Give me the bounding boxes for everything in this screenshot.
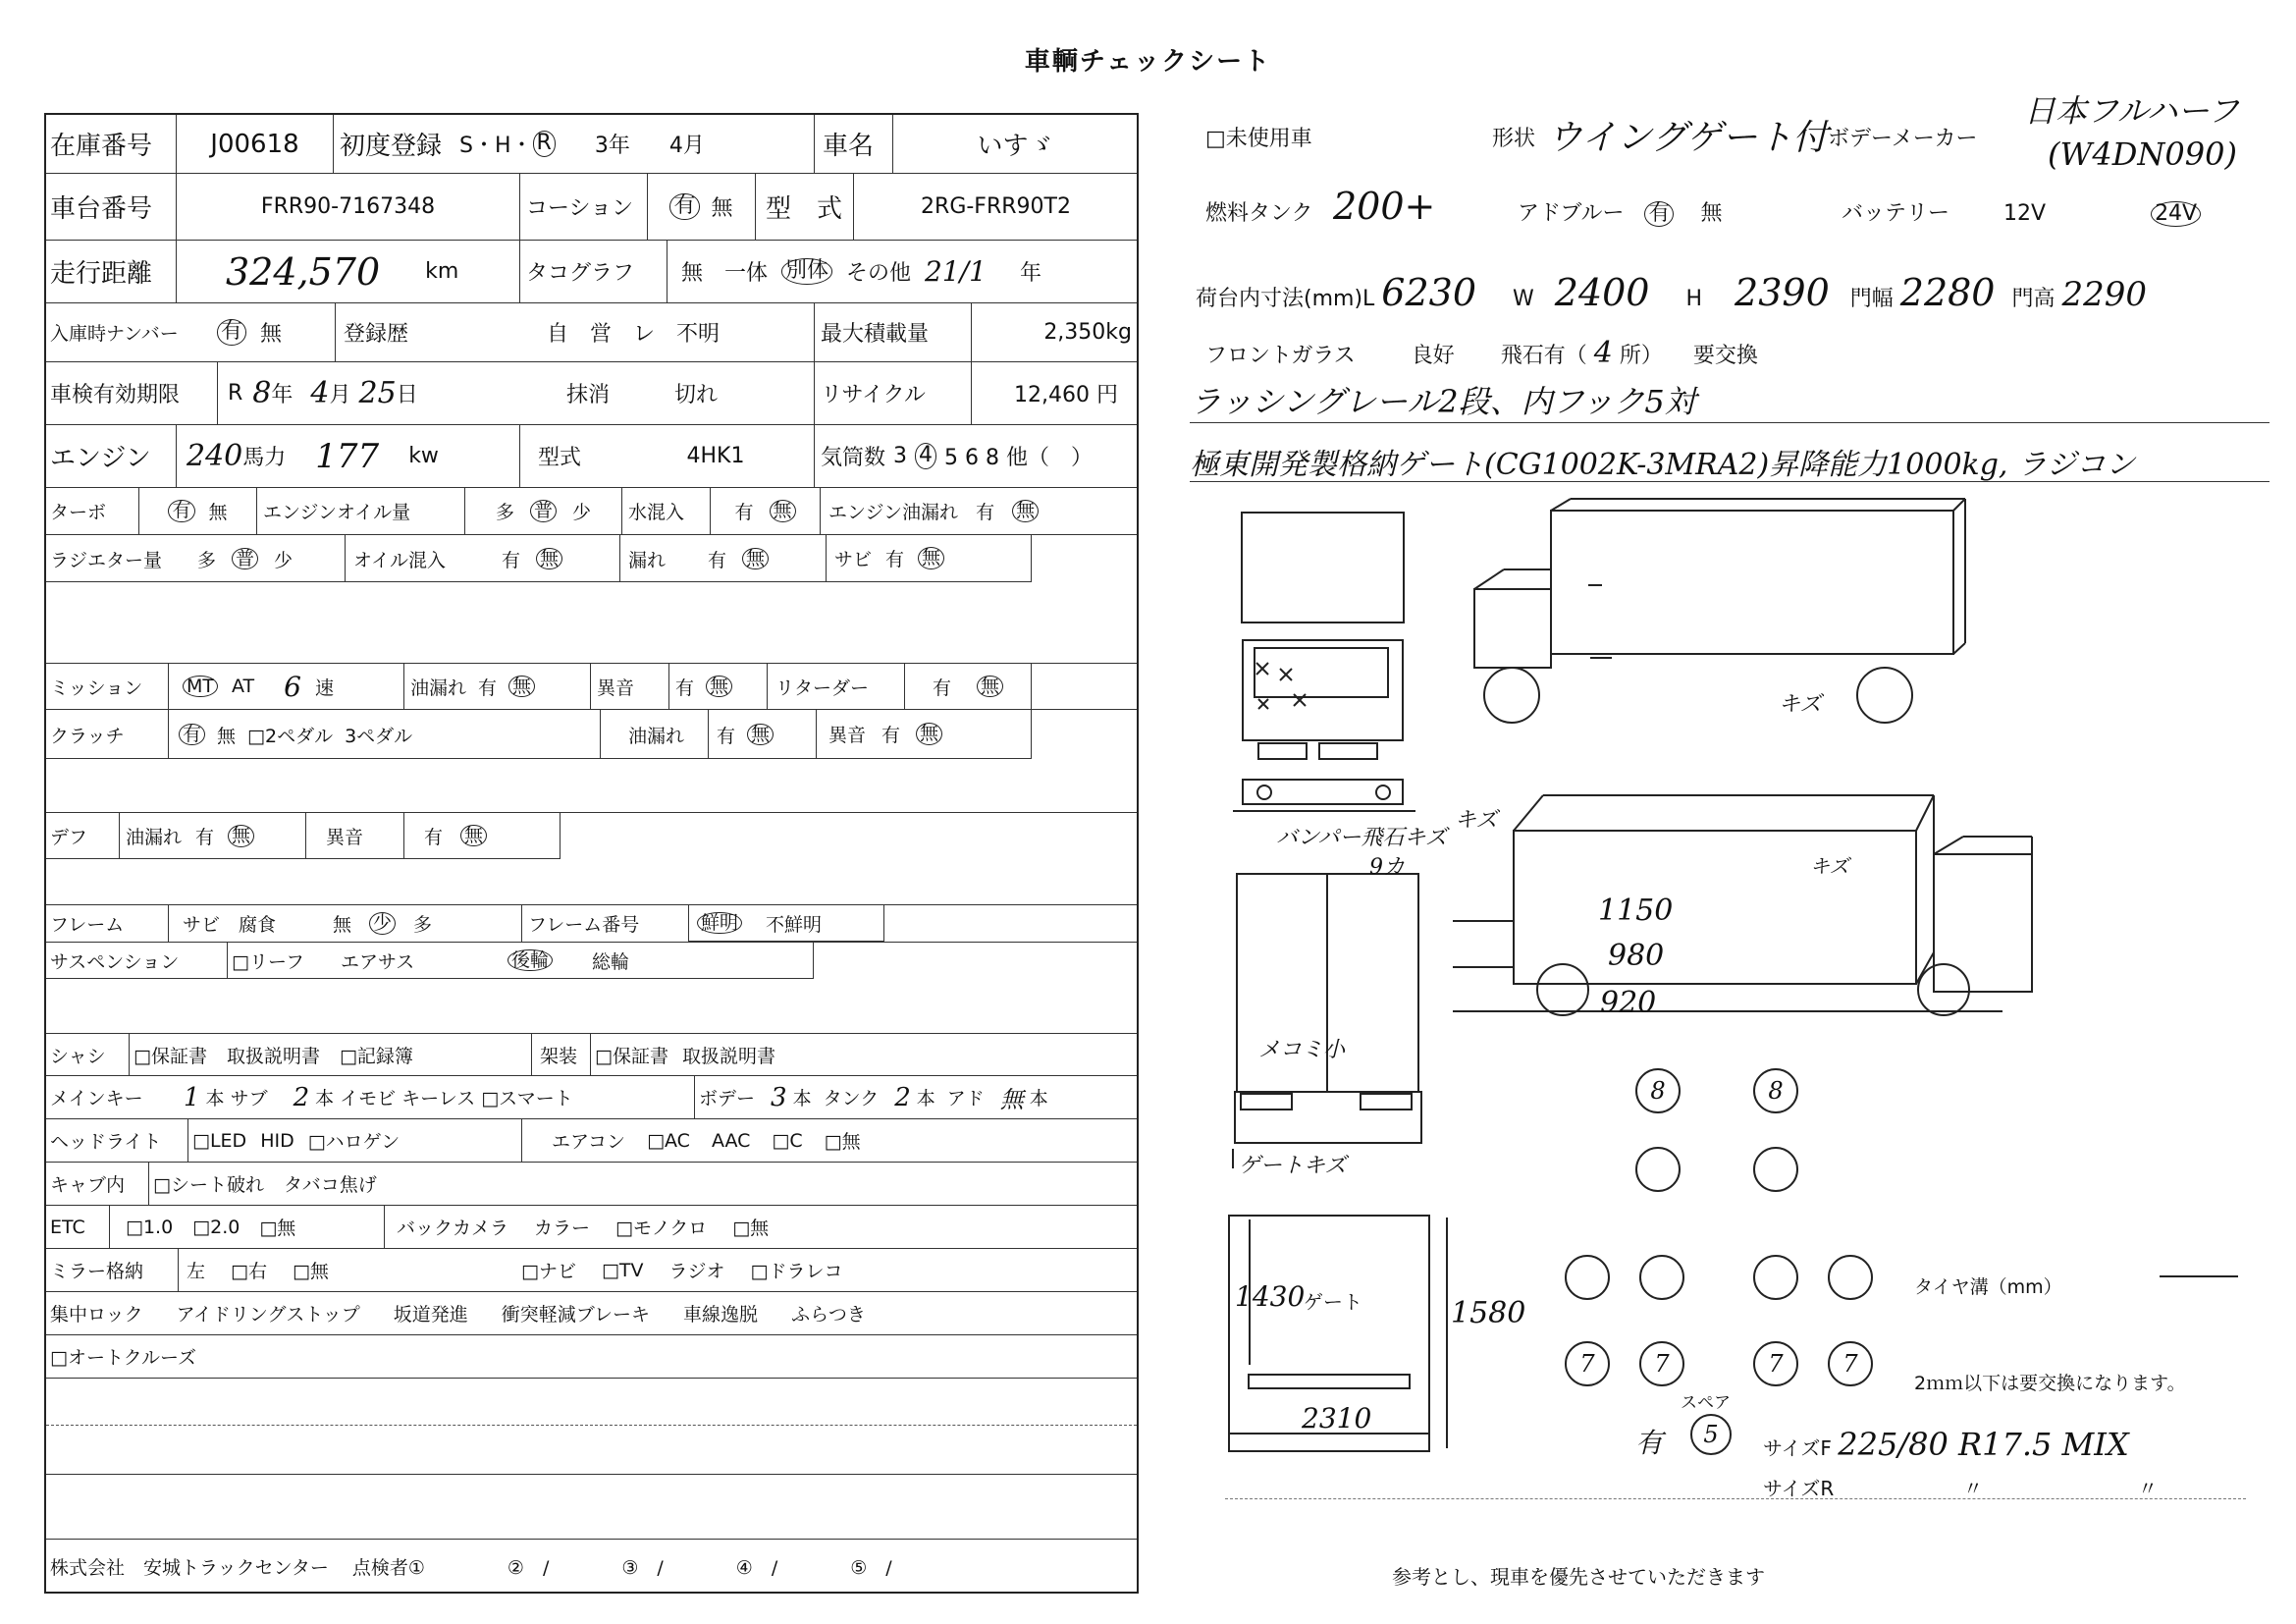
inspect-date: R 8 年 4 月 25 日 xyxy=(217,362,511,424)
unused-checkbox: □未使用車 xyxy=(1205,127,1312,151)
engine-power: 240 馬力 177 kw xyxy=(176,425,519,487)
row-safety xyxy=(46,1292,1137,1335)
turbo-opts: 有 無 xyxy=(138,488,256,534)
size-f: サイズF 225/80 R17.5 MIX xyxy=(1763,1426,2129,1463)
gate-total: 1580 xyxy=(1451,1296,1526,1330)
row-keys xyxy=(46,1076,1137,1119)
fuel-label: 燃料タンク xyxy=(1205,201,1313,226)
first-registration: 初度登録 S・H・ R 3年 4月 xyxy=(333,115,814,173)
side-kizu: キズ xyxy=(1779,692,1822,717)
size-r-2: 〃 xyxy=(2138,1477,2158,1500)
check-form xyxy=(44,113,1139,1594)
spare-aru: 有 xyxy=(1635,1427,1664,1459)
stock-no: J00618 xyxy=(176,115,333,173)
stock-no-label: 在庫番号 xyxy=(50,132,153,161)
clutch-leak-opts: 有 無 xyxy=(708,710,816,759)
turbo-label: ターボ xyxy=(50,502,107,523)
mission-label: ミッション xyxy=(50,677,143,699)
adblue: アドブルー 有 無 xyxy=(1518,201,1723,226)
engine-leak: エンジン油漏れ 有 無 xyxy=(820,488,1138,534)
max-load: 2,350kg xyxy=(971,303,1138,361)
row-chassis xyxy=(46,174,1137,241)
tire-front-right: 8 xyxy=(1753,1068,1798,1113)
row-radiator xyxy=(46,535,1137,582)
cancel: 抹消 xyxy=(566,383,611,407)
diff-noise-opts: 有 無 xyxy=(403,813,561,859)
oil-amount-label: エンジンオイル量 xyxy=(256,488,464,534)
inner-dims: 荷台内寸法(mm)L 6230 W 2400 H 2390 門幅 2280 門高 2290 xyxy=(1196,271,2148,314)
oil-mix-opts: 有 無 xyxy=(502,535,619,582)
tacho-label: タコグラフ xyxy=(519,241,667,302)
oil-amount-opts: 多 普 少 xyxy=(464,488,621,534)
height-920: 920 xyxy=(1600,986,1657,1020)
plate-opts: 有 無 xyxy=(217,303,335,361)
row-frame xyxy=(46,904,1137,942)
backcam: バックカメラ カラー □モノクロ □無 xyxy=(384,1206,1138,1248)
truck-diagram xyxy=(1178,491,2238,1512)
frame-rust: サビ 腐食 無 少 多 xyxy=(168,905,521,942)
leak-label: 漏れ xyxy=(619,535,708,582)
tire-rear-4: 7 xyxy=(1828,1341,1873,1386)
clutch-opts: 有 無 □2ペダル 3ペダル xyxy=(168,710,600,759)
mileage: 324,570 km xyxy=(176,241,519,302)
tire-mid-3 xyxy=(1753,1255,1798,1300)
suspension-label: サスペンション xyxy=(50,951,180,973)
dent-note: メコミ小 xyxy=(1258,1038,1346,1062)
fuel-value: 200+ xyxy=(1333,185,1436,228)
row-mileage xyxy=(46,241,1137,303)
tire-mid-1 xyxy=(1565,1255,1610,1300)
aircon: エアコン □AC AAC □C □無 xyxy=(521,1119,1138,1162)
bumper-x-note: キズ xyxy=(1455,808,1498,833)
frame-no-label: フレーム番号 xyxy=(521,905,688,942)
engine-type: 4HK1 xyxy=(686,444,745,468)
row-mirror xyxy=(46,1249,1137,1292)
body-docs: □保証書 取扱説明書 xyxy=(590,1034,884,1075)
headlight-label: ヘッドライト xyxy=(50,1131,162,1153)
engine-type-label: 型式 xyxy=(519,425,617,487)
bottom-note: 参考とし、現車を優先させていただきます xyxy=(1392,1565,1765,1589)
bumper-note: バンパー飛石キズ xyxy=(1276,826,1448,850)
cab-front-windshield xyxy=(1242,513,1404,623)
etc-opts: □1.0 □2.0 □無 xyxy=(109,1206,384,1248)
tread-label: タイヤ溝（mm） xyxy=(1914,1276,2062,1298)
gate-label: ゲート xyxy=(1304,1290,1362,1314)
cab-opts: □シート破れ タバコ焦げ xyxy=(148,1163,639,1205)
clutch-noise: 異音 有 無 xyxy=(816,710,1032,759)
row-plate xyxy=(46,303,1137,362)
radiator-label: ラジエター量 xyxy=(50,549,163,571)
row-diff xyxy=(46,812,1137,859)
gate-kizu: ゲートキズ xyxy=(1239,1154,1347,1178)
size-r-label: サイズR xyxy=(1763,1477,1835,1500)
replace-note: 2ｍｍ以下は要交換になります。 xyxy=(1914,1373,2186,1394)
mission-opts: MT AT 6 速 xyxy=(168,664,403,709)
row-cab xyxy=(46,1163,1137,1206)
frame-no-opts: 鮮明 不鮮明 xyxy=(688,905,884,942)
size-r-1: 〃 xyxy=(1963,1477,1983,1500)
plate-label: 入庫時ナンバー xyxy=(50,323,179,345)
water-opts: 有 無 xyxy=(710,488,820,534)
chassis-docs-label: シャシ xyxy=(50,1045,106,1067)
recycle-label: リサイクル xyxy=(814,362,971,424)
tire-front-left-2 xyxy=(1635,1147,1681,1192)
page-title: 車輌チェックシート xyxy=(1024,47,1272,77)
headlight-opts: □LED HID □ハロゲン xyxy=(187,1119,521,1162)
mission-noise-opts: 有 無 xyxy=(668,664,767,709)
spare-tire: 5 xyxy=(1690,1414,1732,1455)
windshield: フロントガラス 良好 飛石有（ 4 所） 要交換 xyxy=(1205,336,1758,370)
tire-rear-3: 7 xyxy=(1753,1341,1798,1386)
water-label: 水混入 xyxy=(621,488,710,534)
row-etc xyxy=(46,1206,1137,1249)
gate-width: 2310 xyxy=(1302,1402,1372,1435)
frame-label: フレーム xyxy=(50,914,125,936)
tire-mid-4 xyxy=(1828,1255,1873,1300)
note-gate: 極東開発製格納ゲート(CG1002K-3MRA2)昇降能力1000kg, ラジコン xyxy=(1190,448,2135,482)
leak-opts: 有 無 xyxy=(708,535,826,582)
cylinders: 気筒数 3 4 5 6 8 他（ ） xyxy=(814,425,1138,487)
chassis-docs: □保証書 取扱説明書 □記録簿 xyxy=(129,1034,521,1075)
diff-label: デフ xyxy=(50,827,88,848)
row-clutch xyxy=(46,710,1137,759)
retarder-opts: 有 無 xyxy=(904,664,1032,709)
engine-label: エンジン xyxy=(50,444,151,473)
body-keys: ボデー 3 本 タンク 2 本 アド 無 本 xyxy=(694,1076,1138,1118)
rust: サビ 有 無 xyxy=(826,535,1032,582)
row-turbo xyxy=(46,488,1137,535)
car-name-label: 車名 xyxy=(814,115,892,173)
recycle-value: 12,460 円 xyxy=(971,362,1138,424)
chassis-label: 車台番号 xyxy=(50,194,153,224)
row-headlight xyxy=(46,1119,1137,1163)
tire-rear-1: 7 xyxy=(1565,1341,1610,1386)
clutch-leak: 油漏れ xyxy=(600,710,786,759)
mainkey-label: メインキー xyxy=(50,1088,143,1110)
row-engine xyxy=(46,425,1137,488)
shape-label: 形状 xyxy=(1492,127,1536,151)
row-suspension xyxy=(46,942,1137,979)
leaf: □リーフ xyxy=(227,943,335,979)
bumper-count: 9カ xyxy=(1369,855,1405,880)
row-inspection xyxy=(46,362,1137,425)
cruise: □オートクルーズ xyxy=(50,1347,197,1369)
maker-label: ボデーメーカー xyxy=(1828,127,1978,151)
row-chassis-docs xyxy=(46,1033,1137,1076)
body-docs-label: 架装 xyxy=(531,1034,590,1075)
maker-model: (W4DN090) xyxy=(2048,135,2237,173)
maker-value: 日本フルハーフ xyxy=(2024,92,2239,130)
expired: 切れ xyxy=(674,383,719,407)
oil-mix-label: オイル混入 xyxy=(345,535,502,582)
height-1150: 1150 xyxy=(1598,893,1674,928)
row-stock xyxy=(46,115,1137,174)
tire-mid-2 xyxy=(1639,1255,1684,1300)
clutch-label: クラッチ xyxy=(50,725,125,747)
model-value: 2RG-FRR90T2 xyxy=(853,174,1138,240)
safety-opts: 集中ロック アイドリングストップ 坂道発進 衝突軽減ブレーキ 車線逸脱 ふらつき xyxy=(50,1304,866,1326)
cab-label: キャブ内 xyxy=(50,1174,126,1196)
audio-opts: □ナビ □TV ラジオ □ドラレコ xyxy=(521,1259,843,1282)
chassis-no: FRR90-7167348 xyxy=(176,174,519,240)
blank-row-2 xyxy=(46,1426,1137,1475)
coating-opts: 有 無 xyxy=(647,174,755,240)
spare-label: スペア xyxy=(1681,1393,1731,1413)
retarder-label: リターダー xyxy=(767,664,904,709)
car-name: いすゞ xyxy=(892,115,1138,173)
height-980: 980 xyxy=(1608,939,1665,973)
row-mission xyxy=(46,663,1137,710)
gate-height: 1430 xyxy=(1235,1280,1306,1313)
shape-value: ウイングゲート付 xyxy=(1547,118,1829,158)
model-label: 型 式 xyxy=(755,174,853,240)
mileage-label: 走行距離 xyxy=(50,259,153,289)
era-circle: R xyxy=(533,131,556,156)
battery: バッテリー 12V 24V xyxy=(1842,196,2201,227)
row-cruise xyxy=(46,1335,1137,1379)
note-lashing: ラッシングレール2段、内フック5対 xyxy=(1190,383,1696,420)
diff-noise-label: 異音 xyxy=(305,813,403,859)
footer-line: 株式会社 安城トラックセンター 点検者① ② / ③ / ④ / ⑤ / xyxy=(50,1557,892,1579)
form-footer xyxy=(46,1539,1137,1594)
radiator-opts: 多 普 少 xyxy=(197,547,294,571)
tacho-opts: 無 一体 別体 その他 21/1 年 xyxy=(667,241,1138,302)
reg-label: 登録歴 xyxy=(335,303,453,361)
tire-rear-2: 7 xyxy=(1639,1341,1684,1386)
mirror-label: ミラー格納 xyxy=(50,1261,144,1282)
reg-opts: 自 営 レ 不明 xyxy=(546,322,720,347)
tire-front-left: 8 xyxy=(1635,1068,1681,1113)
mirror-opts: 左 □右 □無 xyxy=(178,1249,472,1291)
coating-label: コーション xyxy=(519,174,647,240)
etc-label: ETC xyxy=(50,1216,85,1238)
air-susp: エアサス xyxy=(341,951,415,973)
keys: 1 本 サブ 2 本 イモビ キーレス □スマート xyxy=(184,1082,573,1112)
blank-row-1 xyxy=(46,1379,1137,1426)
susp-wheels: 後輪 総輪 xyxy=(507,943,814,979)
side-kizu-2: キズ xyxy=(1810,854,1849,878)
max-load-label: 最大積載量 xyxy=(814,303,971,361)
mission-noise-label: 異音 xyxy=(590,664,668,709)
inspect-label: 車検有効期限 xyxy=(50,383,181,407)
mission-leak: 油漏れ 有 無 xyxy=(403,664,590,709)
tire-front-right-2 xyxy=(1753,1147,1798,1192)
diff-leak: 油漏れ 有 無 xyxy=(119,813,305,859)
